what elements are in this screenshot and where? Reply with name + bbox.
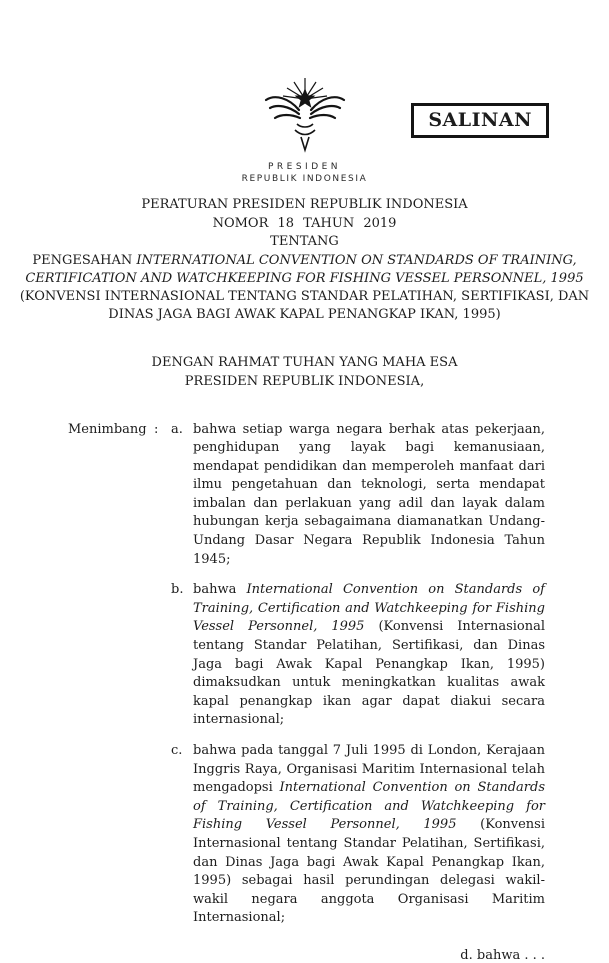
invocation-line2: PRESIDEN REPUBLIK INDONESIA, (184, 373, 425, 389)
consideration-item-c (171, 742, 545, 928)
regulation-subject: PENGESAHAN INTERNATIONAL CONVENTION ON STANDARDS OF TRAINING, CERTIFICATION AND WATCHKEEPING FOR FISHING VESSEL PERSONNEL, 1995 (KONVENSI INTERNASIONAL TENTANG STANDAR PELATIHAN, SERTIFIKASI, DAN DINAS JAGA BAGI AWAK KAPAL PENANGKAP IKAN, 1995) (19, 252, 590, 322)
invocation-line1: DENGAN RAHMAT TUHAN YANG MAHA ESA (151, 354, 458, 370)
item-text: bahwa pada tanggal 7 Juli 1995 di London, Kerajaan Inggris Raya, Organisasi Maritim Internasional telah mengadopsi International Convention on Standards of Training, Certification and Watchkeeping for Fishing Vessel Personnel, 1995 (Konvensi Internasional tentang Standar Pelatihan, Sertifikasi, dan Dinas Jaga bagi Awak Kapal Penangkap Ikan, 1995) sebagai hasil perundingan delegasi wakil-wakil negara anggota Organisasi Maritim Internasional; (193, 743, 546, 926)
menimbang-label: Menimbang (68, 421, 147, 437)
page-continuation-marker: d. bahwa . . . (460, 947, 545, 963)
consideration-item-a (171, 421, 545, 570)
salinan-stamp-label: SALINAN (428, 109, 532, 131)
consideration-items (171, 421, 545, 928)
regulation-number: NOMOR 18 TAHUN 2019 (212, 215, 397, 231)
regulation-tentang: TENTANG (270, 234, 339, 249)
invocation (0, 353, 609, 391)
letterhead-presiden: PRESIDEN (267, 162, 342, 172)
regulation-title-line: PERATURAN PRESIDEN REPUBLIK INDONESIA (141, 197, 468, 212)
item-text: bahwa setiap warga negara berhak atas pekerjaan, penghidupan yang layak bagi kemanusiaan, mendapat pendidikan dan memperoleh manfaat dari ilmu pengetahuan dan teknologi, serta mendapat imbalan dan perlakuan yang adil dan layak dalam hubungan kerja sebagaimana diamanatkan Undang-Undang Dasar Negara Republik Indonesia Tahun 1945; (193, 421, 545, 567)
letterhead (0, 162, 609, 184)
item-letter: c. (171, 743, 183, 758)
salinan-stamp (411, 103, 549, 138)
consideration-item-b (171, 581, 545, 730)
considerations-section (68, 421, 545, 928)
item-letter: a. (171, 421, 183, 437)
item-letter: b. (171, 582, 184, 598)
item-text: bahwa International Convention on Standards of Training, Certification and Watchkeeping for Fishing Vessel Personnel, 1995 (Konvensi Internasional tentang Standar Pelatihan, Sertifikasi, dan Dinas Jaga bagi Awak Kapal Penangkap Ikan, 1995) dimaksudkan untuk meningkatkan kualitas awak kapal penangkap ikan agar dapat diakui secara internasional; (193, 582, 546, 728)
letterhead-republik-indonesia: REPUBLIK INDONESIA (241, 174, 368, 184)
menimbang-colon: : (154, 421, 159, 437)
regulation-title (0, 196, 609, 252)
